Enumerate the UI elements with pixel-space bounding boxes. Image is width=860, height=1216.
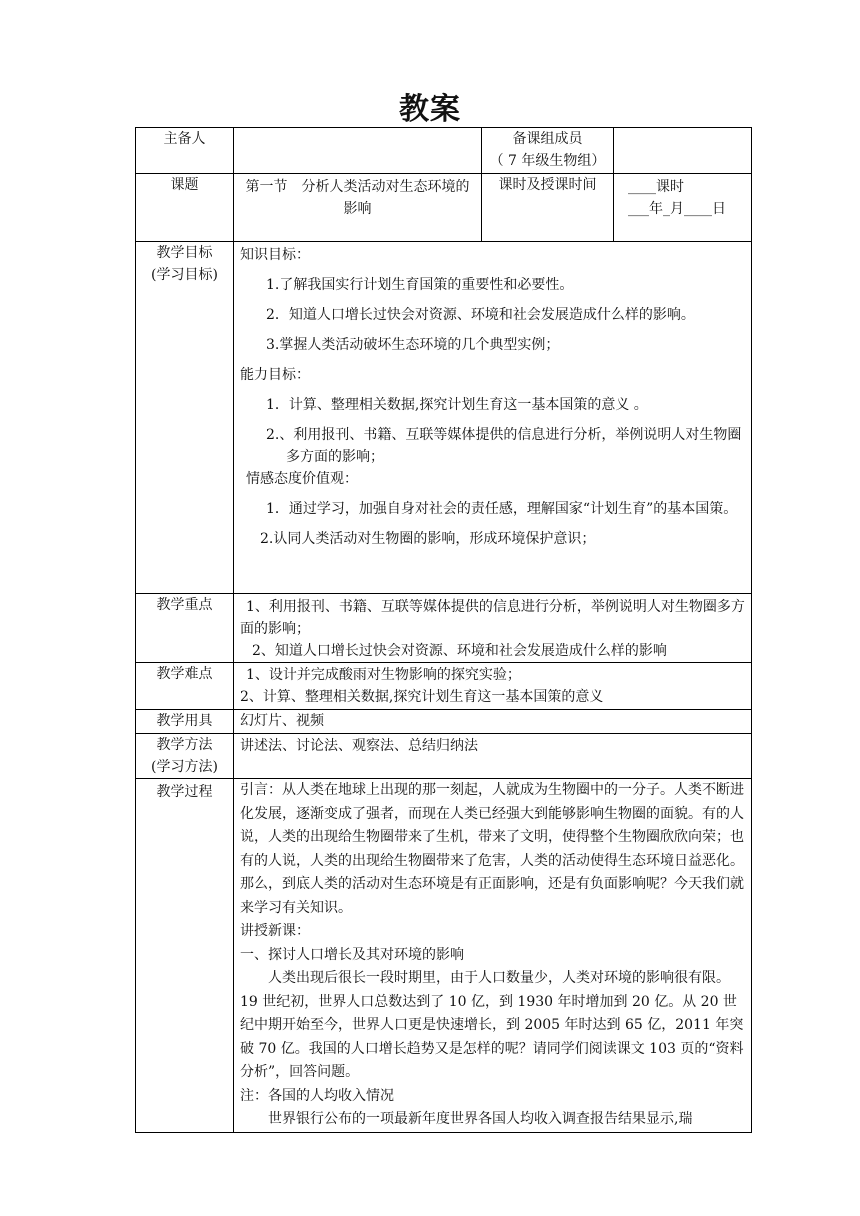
time-date: ___年_月____日	[628, 201, 726, 217]
tools-value: 幻灯片、视频	[234, 710, 752, 734]
process-new-lesson: 讲授新课：	[240, 923, 310, 939]
group-members-label-line2: （ 7 年级生物组）	[489, 153, 606, 169]
process-content	[234, 779, 752, 1133]
difficulty-2: 2、计算、整理相关数据,探究计划生育这一基本国策的意义	[240, 689, 604, 705]
lesson-plan-table	[135, 127, 752, 1133]
process-note: 注：各国的人均收入情况	[240, 1087, 394, 1104]
process-para-1: 人类出现后很长一段时期里，由于人口数量少，人类对环境的影响很有限。19 世纪初，世界人口总数达到了 10 亿，到 1930 年时增加到 20 亿。从 20 世纪中期开始至今，世界人口更是快速增长，到 2005 年时达到 65 亿，2011 年突破 70 亿。我国的人口增长趋势又是怎样的呢？请同学们阅读课文 103 页的“资料分析”，回答问题。	[240, 970, 744, 1080]
process-section-1: 一、探讨人口增长及其对环境的影响	[240, 946, 464, 963]
emotion-item-2: 2.认同人类活动对生物圈的影响，形成环境保护意识；	[260, 531, 596, 547]
knowledge-item-2: 2．知道人口增长过快会对资源、环境和社会发展造成什么样的影响。	[266, 307, 695, 323]
group-members-label	[482, 128, 614, 174]
row-preparer	[136, 128, 752, 174]
methods-label-line2: (学习方法)	[151, 759, 218, 775]
ability-item-2: 2.、利用报刊、书籍、互联等媒体提供的信息进行分析，举例说明人对生物圈多方面的影响；	[266, 427, 742, 465]
row-tools	[136, 710, 752, 734]
row-process	[136, 779, 752, 1133]
row-methods	[136, 734, 752, 779]
knowledge-item-1: 1.了解我国实行计划生育国策的重要性和必要性。	[266, 277, 574, 293]
row-difficulties	[136, 663, 752, 710]
process-intro: 引言：从人类在地球上出现的那一刻起，人就成为生物圈中的一分子。人类不断进化发展，逐渐变成了强者，而现在人类已经强大到能够影响生物圈的面貌。有的人说，人类的出现给生物圈带来了生机，带来了文明，使得整个生物圈欣欣向荣；也有的人说，人类的出现给生物圈带来了危害，人类的活动使得生态环境日益恶化。那么，到底人类的活动对生态环境是有正面影响，还是有负面影响呢？今天我们就来学习有关知识。	[240, 782, 744, 916]
emotion-heading: 情感态度价值观：	[246, 471, 358, 487]
topic-value: 第一节 分析人类活动对生态环境的影响	[234, 174, 482, 242]
time-value	[614, 174, 752, 242]
key-point-2: 2、知道人口增长过快会对资源、环境和社会发展造成什么样的影响	[252, 643, 667, 659]
objectives-label-line2: (学习目标)	[151, 267, 218, 283]
time-periods: ____课时	[628, 179, 684, 195]
knowledge-heading: 知识目标：	[240, 247, 310, 263]
tools-label: 教学用具	[136, 710, 234, 734]
difficulty-1: 1、设计并完成酸雨对生物影响的探究实验；	[246, 667, 521, 683]
objectives-content	[234, 242, 752, 594]
page-title: 教案	[399, 92, 461, 127]
key-point-1: 1、利用报刊、书籍、互联等媒体提供的信息进行分析，举例说明人对生物圈多方面的影响；	[240, 599, 745, 637]
preparer-value	[234, 128, 482, 174]
difficulties-content	[234, 663, 752, 710]
row-objectives	[136, 242, 752, 594]
key-points-label: 教学重点	[136, 594, 234, 663]
group-members-value	[614, 128, 752, 174]
objectives-label	[136, 242, 234, 594]
ability-item-1: 1．计算、整理相关数据,探究计划生育这一基本国策的意义 。	[266, 397, 648, 413]
time-label: 课时及授课时间	[482, 174, 614, 242]
ability-heading: 能力目标：	[240, 367, 310, 383]
row-key-points	[136, 594, 752, 663]
methods-label	[136, 734, 234, 779]
row-topic	[136, 174, 752, 242]
methods-value: 讲述法、讨论法、观察法、总结归纳法	[234, 734, 752, 779]
topic-label: 课题	[136, 174, 234, 242]
process-para-2: 世界银行公布的一项最新年度世界各国人均收入调查报告结果显示,瑞	[268, 1111, 693, 1127]
methods-label-line1: 教学方法	[156, 737, 213, 753]
process-label: 教学过程	[136, 779, 234, 1133]
emotion-item-1: 1．通过学习，加强自身对社会的责任感，理解国家“计划生育”的基本国策。	[266, 501, 738, 517]
knowledge-item-3: 3.掌握人类活动破坏生态环境的几个典型实例；	[266, 337, 560, 353]
group-members-label-line1: 备课组成员	[512, 131, 583, 147]
difficulties-label: 教学难点	[136, 663, 234, 710]
key-points-content	[234, 594, 752, 663]
objectives-label-line1: 教学目标	[156, 245, 213, 261]
preparer-label: 主备人	[136, 128, 234, 174]
